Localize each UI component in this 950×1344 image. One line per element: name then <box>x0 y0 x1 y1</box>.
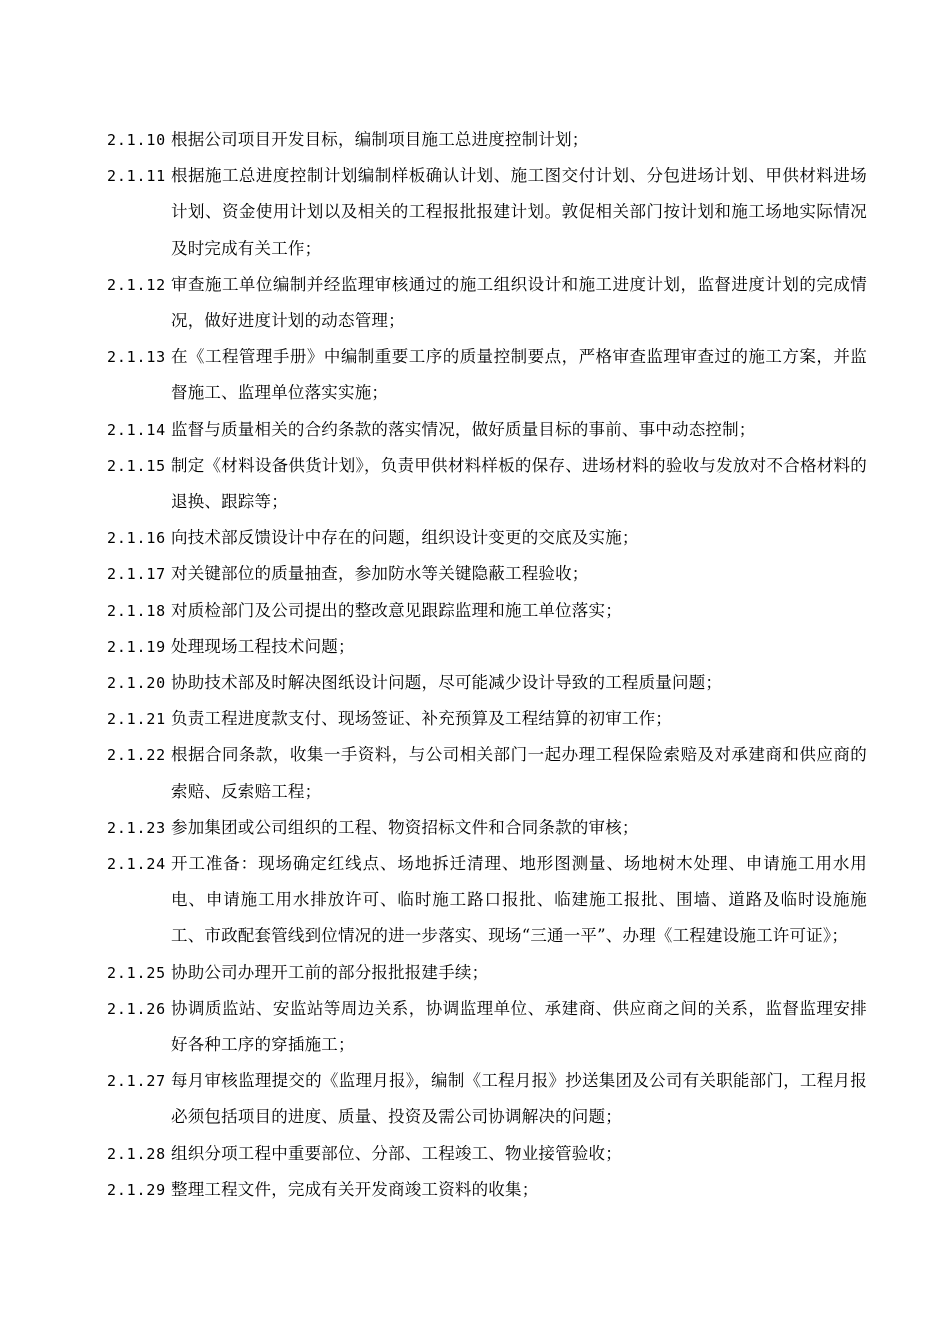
clause-number: 2.1.29 <box>107 1180 166 1199</box>
clause-text: 协调质监站、安监站等周边关系，协调监理单位、承建商、供应商之间的关系，监督监理安排好各种工序的穿插施工； <box>171 998 867 1055</box>
clause-number: 2.1.23 <box>107 818 166 837</box>
clause-number: 2.1.20 <box>107 674 166 693</box>
clause-number: 2.1.21 <box>107 710 166 729</box>
clause-number: 2.1.18 <box>107 601 166 620</box>
clause-text: 根据施工总进度控制计划编制样板确认计划、施工图交付计划、分包进场计划、甲供材料进场计划、资金使用计划以及相关的工程报批报建计划。敦促相关部门按计划和施工场地实际情况及时完成有关工作； <box>171 166 867 258</box>
clause-text: 在《工程管理手册》中编制重要工序的质量控制要点，严格审查监理审查过的施工方案，并监督施工、监理单位落实实施； <box>171 347 867 403</box>
clause-text: 制定《材料设备供货计划》，负责甲供材料样板的保存、进场材料的验收与发放对不合格材料的退换、跟踪等； <box>171 455 867 512</box>
clause-number: 2.1.25 <box>107 963 166 982</box>
clause-2-1-13 <box>107 339 867 411</box>
clause-2-1-20 <box>107 665 867 701</box>
clause-text: 根据合同条款，收集一手资料，与公司相关部门一起办理工程保险索赔及对承建商和供应商的索赔、反索赔工程； <box>171 745 867 801</box>
clause-2-1-24 <box>107 846 867 955</box>
clause-2-1-29 <box>107 1172 867 1208</box>
clause-2-1-27 <box>107 1063 867 1135</box>
clause-2-1-26 <box>107 991 867 1063</box>
clause-number: 2.1.12 <box>107 275 166 294</box>
clause-2-1-15 <box>107 448 867 520</box>
clause-number: 2.1.10 <box>107 131 166 149</box>
clause-number: 2.1.16 <box>107 529 166 548</box>
clause-text: 对关键部位的质量抽查，参加防水等关键隐蔽工程验收； <box>171 564 589 584</box>
clause-2-1-16 <box>107 520 867 556</box>
clause-2-1-18 <box>107 593 867 629</box>
clause-number: 2.1.13 <box>107 348 166 367</box>
clause-list <box>107 122 867 1208</box>
clause-number: 2.1.17 <box>107 565 166 584</box>
clause-2-1-17 <box>107 556 867 592</box>
clause-number: 2.1.27 <box>107 1072 166 1091</box>
clause-2-1-25 <box>107 955 867 991</box>
clause-text: 协助公司办理开工前的部分报批报建手续； <box>171 962 489 982</box>
clause-text: 审查施工单位编制并经监理审核通过的施工组织设计和施工进度计划，监督进度计划的完成情况，做好进度计划的动态管理； <box>171 274 867 331</box>
clause-text: 开工准备：现场确定红线点、场地拆迁清理、地形图测量、场地树木处理、申请施工用水用电、申请施工用水排放许可、临时施工路口报批、临建施工报批、围墙、道路及临时设施施工、市政配套管线到位情况的进一步落实、现场“三通一平”、办理《工程建设施工许可证》； <box>171 854 867 946</box>
clause-text: 参加集团或公司组织的工程、物资招标文件和合同条款的审核； <box>171 817 639 837</box>
clause-2-1-14 <box>107 412 867 448</box>
clause-number: 2.1.14 <box>107 420 166 439</box>
clause-text: 处理现场工程技术问题； <box>171 636 355 656</box>
clause-2-1-19 <box>107 629 867 665</box>
clause-text: 协助技术部及时解决图纸设计问题，尽可能减少设计导致的工程质量问题； <box>171 673 723 693</box>
clause-2-1-12 <box>107 267 867 339</box>
clause-text: 根据公司项目开发目标，编制项目施工总进度控制计划； <box>171 130 589 149</box>
clause-text: 组织分项工程中重要部位、分部、工程竣工、物业接管验收； <box>171 1143 622 1163</box>
clause-number: 2.1.15 <box>107 456 166 475</box>
clause-text: 向技术部反馈设计中存在的问题，组织设计变更的交底及实施； <box>171 528 639 548</box>
clause-2-1-23 <box>107 810 867 846</box>
clause-number: 2.1.26 <box>107 999 166 1018</box>
clause-text: 监督与质量相关的合约条款的落实情况，做好质量目标的事前、事中动态控制； <box>171 419 756 439</box>
clause-number: 2.1.28 <box>107 1144 166 1163</box>
clause-number: 2.1.11 <box>107 167 166 186</box>
clause-text: 对质检部门及公司提出的整改意见跟踪监理和施工单位落实； <box>171 600 622 620</box>
clause-text: 负责工程进度款支付、现场签证、补充预算及工程结算的初审工作； <box>171 709 672 729</box>
clause-number: 2.1.19 <box>107 637 166 656</box>
clause-text: 整理工程文件，完成有关开发商竣工资料的收集； <box>171 1179 539 1199</box>
clause-number: 2.1.24 <box>107 855 166 874</box>
clause-number: 2.1.22 <box>107 746 166 765</box>
clause-2-1-10 <box>107 122 867 158</box>
clause-text: 每月审核监理提交的《监理月报》，编制《工程月报》抄送集团及公司有关职能部门，工程月报必须包括项目的进度、质量、投资及需公司协调解决的问题； <box>171 1071 867 1127</box>
clause-2-1-28 <box>107 1136 867 1172</box>
clause-2-1-22 <box>107 737 867 809</box>
clause-2-1-11 <box>107 158 867 267</box>
clause-2-1-21 <box>107 701 867 737</box>
